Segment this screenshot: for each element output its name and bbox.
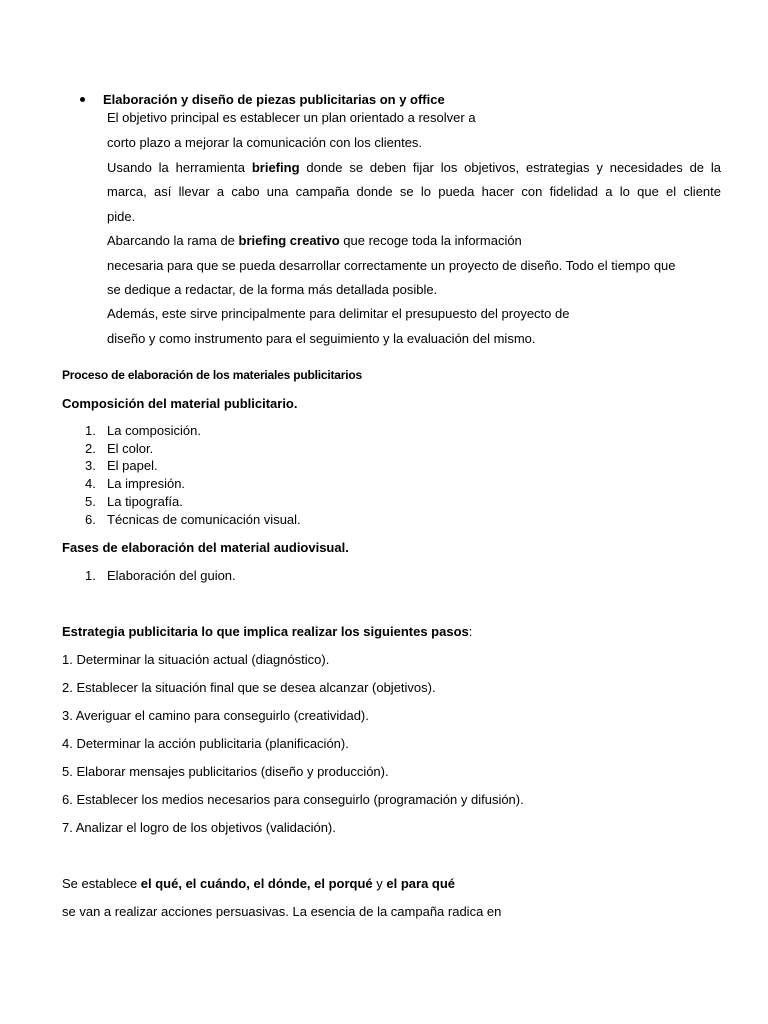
subsection-heading: Fases de elaboración del material audiovisual. [62, 540, 349, 555]
list-number: 4. [85, 476, 96, 491]
list-number: 2. [85, 441, 96, 456]
step-item: 6. Establecer los medios necesarios para conseguirlo (programación y difusión). [62, 792, 524, 807]
step-item: 3. Averiguar el camino para conseguirlo (creatividad). [62, 708, 369, 723]
list-number: 3. [85, 458, 96, 473]
bold-term: briefing creativo [238, 233, 340, 248]
bullet-icon [80, 97, 85, 102]
paragraph-line: pide. [107, 209, 136, 224]
list-item [85, 494, 183, 510]
text-run: Se establece [62, 876, 141, 891]
bullet-title: Elaboración y diseño de piezas publicitarias on y office [103, 92, 445, 107]
paragraph-line: necesaria para que se pueda desarrollar correctamente un proyecto de diseño. Todo el tiempo que [107, 258, 676, 273]
text-run: y [372, 876, 387, 891]
section-heading: Proceso de elaboración de los materiales publicitarios [62, 368, 362, 382]
paragraph-line: El objetivo principal es establecer un plan orientado a resolver a [107, 110, 476, 125]
paragraph-line: diseño y como instrumento para el seguimiento y la evaluación del mismo. [107, 331, 536, 346]
list-text: El papel. [107, 458, 158, 473]
paragraph-line [107, 160, 721, 176]
text-run: donde se deben fijar los objetivos, estrategias y necesidades de la [299, 160, 721, 175]
list-item [85, 512, 301, 528]
list-text: La tipografía. [107, 494, 183, 509]
subsection-heading: Composición del material publicitario. [62, 396, 298, 411]
paragraph-line [62, 876, 455, 892]
heading-colon: : [468, 624, 473, 639]
paragraph-line [107, 233, 522, 249]
text-run: Usando la herramienta [107, 160, 252, 175]
step-item: 1. Determinar la situación actual (diagnóstico). [62, 652, 330, 667]
list-text: Elaboración del guion. [107, 568, 236, 583]
list-number: 1. [85, 423, 96, 438]
list-item [85, 423, 201, 439]
bold-term: briefing [251, 160, 300, 175]
list-text: La impresión. [107, 476, 186, 491]
list-item [85, 476, 185, 492]
list-text: La composición. [107, 423, 201, 438]
paragraph-line: se dedique a redactar, de la forma más detallada posible. [107, 282, 438, 297]
paragraph-line: corto plazo a mejorar la comunicación con los clientes. [107, 135, 423, 150]
text-run: Abarcando la rama de [107, 233, 239, 248]
list-item [85, 568, 236, 584]
step-item: 2. Establecer la situación final que se desea alcanzar (objetivos). [62, 680, 436, 695]
paragraph-line: Además, este sirve principalmente para delimitar el presupuesto del proyecto de [107, 306, 570, 321]
step-item: 4. Determinar la acción publicitaria (planificación). [62, 736, 349, 751]
text-run: que recoge toda la información [339, 233, 522, 248]
list-text: El color. [107, 441, 154, 456]
paragraph-line: se van a realizar acciones persuasivas. La esencia de la campaña radica en [62, 904, 502, 919]
list-item [85, 458, 158, 474]
list-item [85, 441, 153, 457]
list-number: 5. [85, 494, 96, 509]
heading-text: Estrategia publicitaria lo que implica realizar los siguientes pasos [62, 624, 469, 639]
list-number: 1. [85, 568, 96, 583]
bold-term: el para qué [386, 876, 456, 891]
list-text: Técnicas de comunicación visual. [107, 512, 301, 527]
bold-term: el qué, el cuándo, el dónde, el porqué [140, 876, 373, 891]
list-number: 6. [85, 512, 96, 527]
paragraph-line: marca, así llevar a cabo una campaña donde se lo pueda hacer con fidelidad a lo que el cliente [107, 184, 721, 199]
step-item: 5. Elaborar mensajes publicitarios (diseño y producción). [62, 764, 389, 779]
subsection-heading [62, 624, 472, 640]
step-item: 7. Analizar el logro de los objetivos (validación). [62, 820, 336, 835]
